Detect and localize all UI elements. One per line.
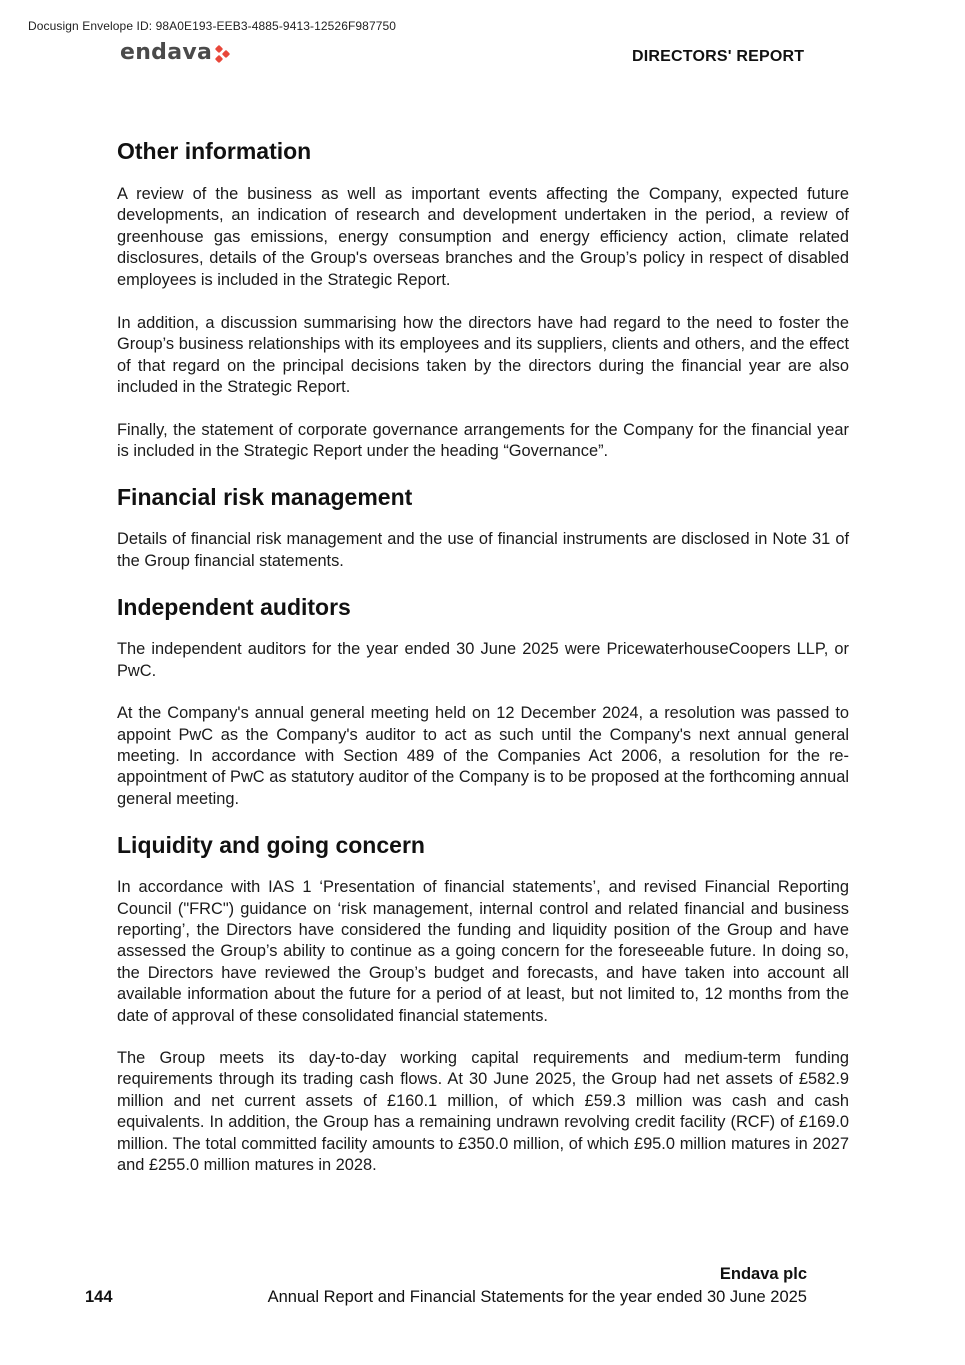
endava-mark-icon [215, 45, 231, 63]
heading-other-information: Other information [117, 138, 312, 164]
heading-independent-auditors: Independent auditors [117, 594, 351, 621]
footer-report-description: Annual Report and Financial Statements for the year ended 30 June 2025 [267, 1288, 807, 1306]
paragraph: In accordance with IAS 1 ‘Presentation of financial statements’, and revised Financial Reporting Council ("FRC") guidance on ‘risk management, internal control and related financial and business reporting’, the Directors have considered the funding and liquidity position of the Group and have assessed the Group’s ability to continue as a going concern for the foreseeable future. In doing so, the Directors have reviewed the Group’s budget and forecasts, and have taken into account all available information about the future for a period of at least, but not limited to, 12 months from the date of approval of these consolidated financial statements. [117, 878, 849, 1025]
heading-financial-risk: Financial risk management [117, 484, 413, 511]
footer-company-name: Endava plc [719, 1265, 807, 1283]
docusign-envelope-id: Docusign Envelope ID: 98A0E193-EEB3-4885-9413-12526F987750 [28, 19, 397, 33]
page-content [117, 136, 849, 1176]
report-section-title: DIRECTORS' REPORT [632, 48, 805, 65]
paragraph: A review of the business as well as important events affecting the Company, expected future developments, an indication of research and development undertaken in the period, a review of greenhouse gas emissions, energy consumption and energy efficiency action, climate related disclosures, details of the Group's overseas branches and the Group’s policy in respect of disabled employees is included in the Strategic Report. [117, 185, 849, 289]
page-number: 144 [85, 1288, 113, 1306]
logo-text: endava [120, 40, 213, 65]
paragraph: Finally, the statement of corporate governance arrangements for the Company for the financial year is included in the Strategic Report under the heading “Governance”. [117, 420, 849, 461]
paragraph: The independent auditors for the year ended 30 June 2025 were PricewaterhouseCoopers LLP, or PwC. [117, 640, 849, 680]
heading-liquidity-going-concern: Liquidity and going concern [117, 832, 425, 859]
paragraph: In addition, a discussion summarising how the directors have had regard to the need to foster the Group’s business relationships with its employees and its suppliers, clients and others, and the effect of that regard on the principal decisions taken by the directors during the financial year are also included in the Strategic Report. [117, 314, 849, 397]
endava-logo [120, 40, 231, 65]
paragraph: The Group meets its day-to-day working capital requirements and medium-term funding requirements through its trading cash flows. At 30 June 2025, the Group had net assets of £582.9 million and net current assets of £160.1 million, of which £59.3 million was cash and cash equivalents. In addition, the Group has a remaining undrawn revolving credit facility (RCF) of £169.0 million. The total committed facility amounts to £350.0 million, of which £95.0 million matures in 2027 and £255.0 million matures in 2028. [117, 1048, 849, 1174]
paragraph: Details of financial risk management and the use of financial instruments are disclosed in Note 31 of the Group financial statements. [117, 530, 849, 570]
paragraph: At the Company's annual general meeting held on 12 December 2024, a resolution was passed to appoint PwC as the Company's auditor to act as such until the Company's next annual general meeting. In accordance with Section 489 of the Companies Act 2006, a resolution for the re-appointment of PwC as statutory auditor of the Company is to be proposed at the forthcoming annual general meeting. [117, 704, 849, 808]
